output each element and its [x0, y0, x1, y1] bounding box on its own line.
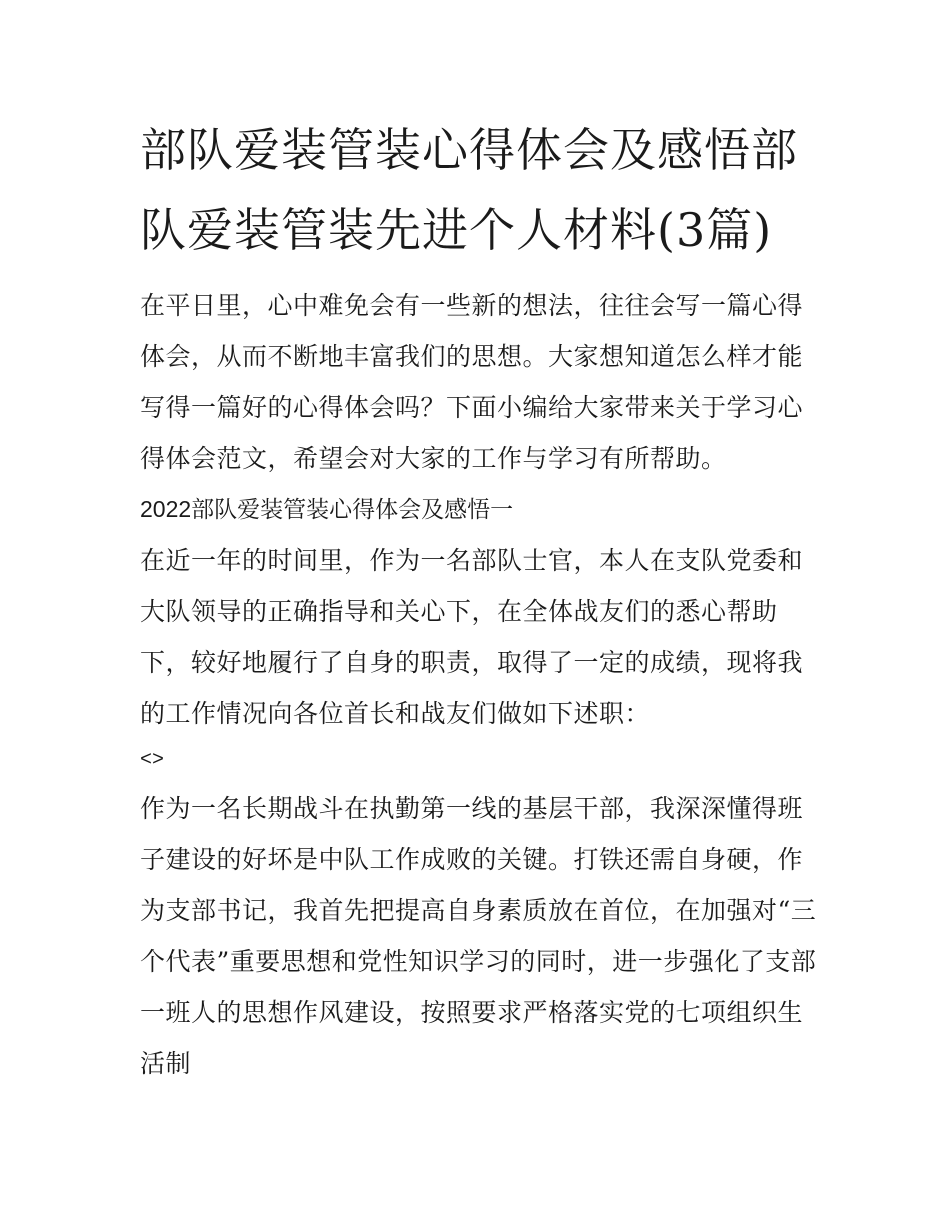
body-paragraph-1: 在近一年的时间里，作为一名部队士官，本人在支队党委和大队领导的正确指导和关心下，在全体战友们的悉心帮助下，较好地履行了自身的职责，取得了一定的成绩，现将我的工作情况向各位首长和战友们做如下述职： [140, 546, 804, 728]
document-page [140, 110, 820, 1089]
document-title: 部队爱装管装心得体会及感悟部队爱装管装先进个人材料(3篇) [140, 123, 798, 257]
intro-paragraph: 在平日里，心中难免会有一些新的想法，往往会写一篇心得体会，从而不断地丰富我们的思想。大家想知道怎么样才能写得一篇好的心得体会吗？下面小编给大家带来关于学习心得体会范文，希望会对大家的工作与学习有所帮助。 [140, 291, 804, 473]
body-paragraph-2: 作为一名长期战斗在执勤第一线的基层干部，我深深懂得班子建设的好坏是中队工作成败的关键。打铁还需自身硬，作为支部书记，我首先把提高自身素质放在首位，在加强对“三个代表”重要思想和党性知识学习的同时，进一步强化了支部一班人的思想作风建设，按照要求严格落实党的七项组织生活制 [140, 794, 817, 1078]
section-heading: 2022部队爱装管装心得体会及感悟一 [140, 496, 514, 522]
bracket-marker: <> [140, 749, 165, 772]
